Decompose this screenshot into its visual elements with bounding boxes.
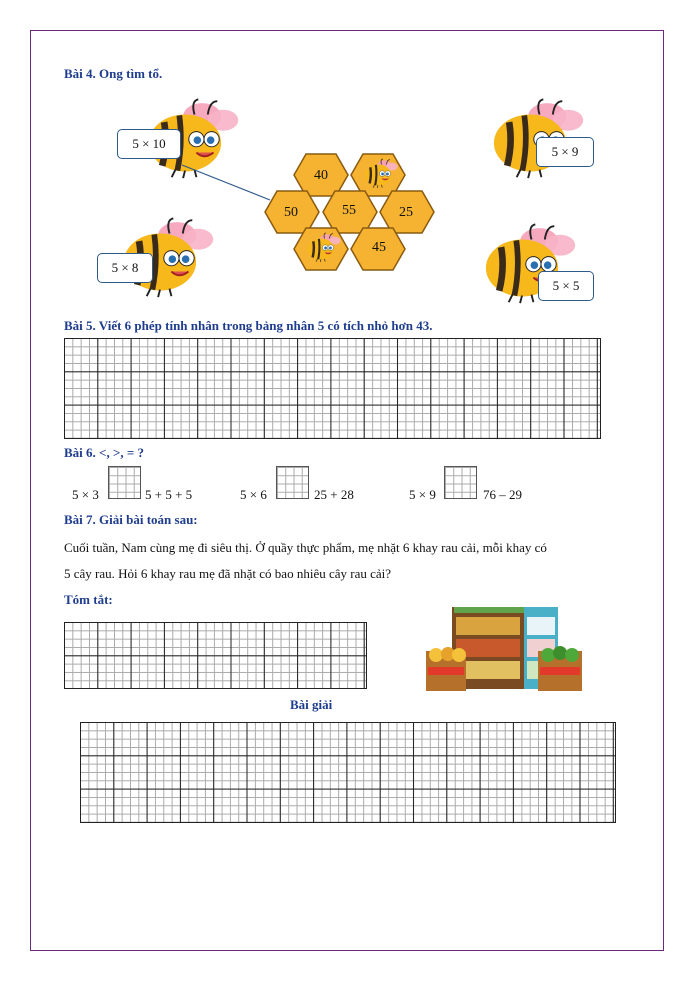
- compare-left-3: 5 × 9: [409, 487, 436, 502]
- writing-grid-exercise-5[interactable]: [64, 338, 601, 439]
- compare-answer-box-3[interactable]: [444, 466, 477, 499]
- cell-value: 40: [314, 168, 328, 183]
- bee-label-5x10: 5 × 10: [117, 129, 181, 159]
- cell-value: 50: [284, 205, 298, 220]
- writing-grid-summary[interactable]: [64, 622, 367, 689]
- compare-left-1: 5 × 3: [72, 487, 99, 502]
- writing-grid-solution[interactable]: [80, 722, 616, 823]
- problem-text-line-2: 5 cây rau. Hỏi 6 khay rau mẹ đã nhặt có bao nhiêu cây rau cải?: [64, 566, 392, 581]
- supermarket-shelf-illustration: [424, 605, 584, 695]
- compare-answer-box-2[interactable]: [276, 466, 309, 499]
- cell-value: 25: [399, 205, 413, 220]
- exercise-4-title: Bài 4. Ong tìm tổ.: [64, 66, 163, 81]
- compare-left-2: 5 × 6: [240, 487, 267, 502]
- problem-text-line-1: Cuối tuần, Nam cùng mẹ đi siêu thị. Ở quầy thực phẩm, mẹ nhặt 6 khay rau cải, mỗi khay có: [64, 540, 547, 555]
- summary-label: Tóm tắt:: [64, 592, 113, 607]
- compare-right-1: 5 + 5 + 5: [145, 487, 193, 502]
- cell-value: 45: [372, 240, 386, 255]
- bee-label-5x5: 5 × 5: [538, 271, 594, 301]
- cell-value: 55: [342, 203, 356, 218]
- bee-label-5x8: 5 × 8: [97, 253, 153, 283]
- compare-answer-box-1[interactable]: [108, 466, 141, 499]
- solution-label: Bài giải: [290, 697, 333, 712]
- compare-right-2: 25 + 28: [314, 487, 354, 502]
- bee-label-5x9: 5 × 9: [536, 137, 594, 167]
- exercise-6-title: Bài 6. <, >, = ?: [64, 445, 145, 460]
- exercise-5-title: Bài 5. Viết 6 phép tính nhân trong bảng nhân 5 có tích nhỏ hơn 43.: [64, 318, 433, 333]
- exercise-7-title: Bài 7. Giải bài toán sau:: [64, 512, 198, 527]
- compare-right-3: 76 – 29: [483, 487, 522, 502]
